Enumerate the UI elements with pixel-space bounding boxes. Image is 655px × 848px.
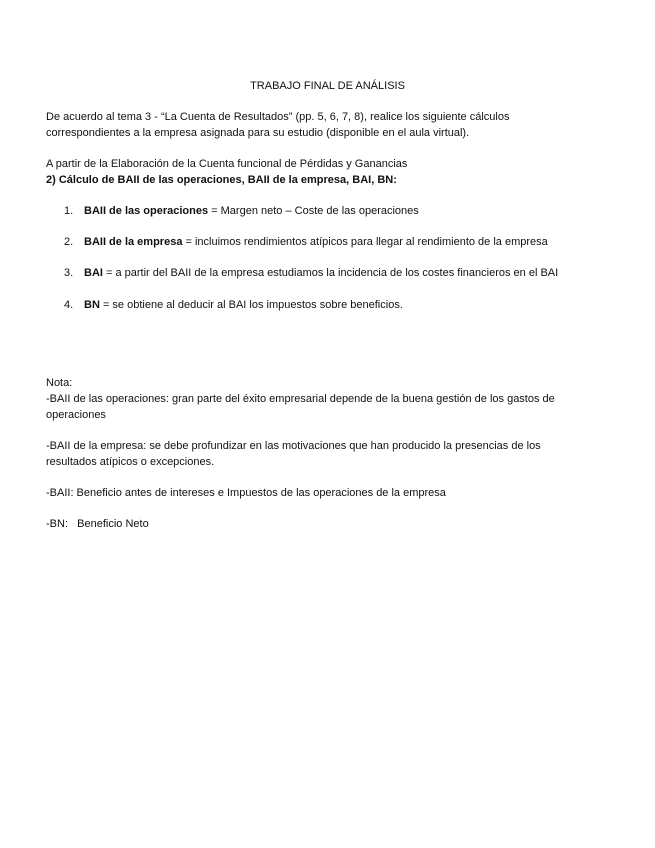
- list-item-text: = Margen neto – Coste de las operaciones: [208, 205, 419, 217]
- notes-heading: Nota:: [46, 377, 73, 389]
- intro-paragraph: [46, 109, 606, 141]
- list-item-number: 1.: [64, 205, 74, 217]
- list-item-number: 3.: [64, 267, 74, 279]
- list-item-text: = incluimos rendimientos atípicos para llegar al rendimiento de la empresa: [182, 236, 548, 248]
- section-heading: [46, 156, 606, 188]
- note-line: -BAII de la empresa: se debe profundizar en las motivaciones que han producido la presencias de los: [46, 440, 541, 452]
- note-baii-empresa: [46, 438, 606, 470]
- list-item: [64, 203, 419, 219]
- note-baii-operaciones: [46, 391, 606, 423]
- list-item-text: = a partir del BAII de la empresa estudiamos la incidencia de los costes financieros en el BAI: [102, 267, 559, 279]
- note-line: resultados atípicos o excepciones.: [46, 456, 215, 468]
- notes-section: [46, 375, 606, 547]
- list-item: [64, 265, 558, 281]
- list-item: [64, 234, 548, 250]
- list-item-term: BN: [84, 299, 100, 311]
- list-item-number: 2.: [64, 236, 74, 248]
- list-item-term: BAI: [84, 267, 103, 279]
- intro-line-1: De acuerdo al tema 3 - “La Cuenta de Resultados” (pp. 5, 6, 7, 8), realice los siguiente cálculos: [46, 111, 510, 123]
- list-item-term: BAII de la empresa: [84, 236, 183, 248]
- section-line-1: A partir de la Elaboración de la Cuenta funcional de Pérdidas y Ganancias: [46, 158, 408, 170]
- list-item-term: BAII de las operaciones: [84, 205, 209, 217]
- section-line-2: 2) Cálculo de BAII de las operaciones, BAII de la empresa, BAI, BN:: [46, 174, 397, 186]
- note-baii: -BAII: Beneficio antes de intereses e Impuestos de las operaciones de la empresa: [46, 487, 446, 499]
- list-item: [64, 297, 403, 313]
- note-bn: -BN: Beneficio Neto: [46, 518, 149, 530]
- intro-line-2: correspondientes a la empresa asignada para su estudio (disponible en el aula virtual).: [46, 127, 470, 139]
- document-title: TRABAJO FINAL DE ANÁLISIS: [250, 80, 405, 92]
- list-item-number: 4.: [64, 299, 74, 311]
- note-line: -BAII de las operaciones: gran parte del éxito empresarial depende de la buena gestión de los gastos de: [46, 393, 555, 405]
- list-item-text: = se obtiene al deducir al BAI los impuestos sobre beneficios.: [99, 299, 403, 311]
- note-line: operaciones: [46, 409, 106, 421]
